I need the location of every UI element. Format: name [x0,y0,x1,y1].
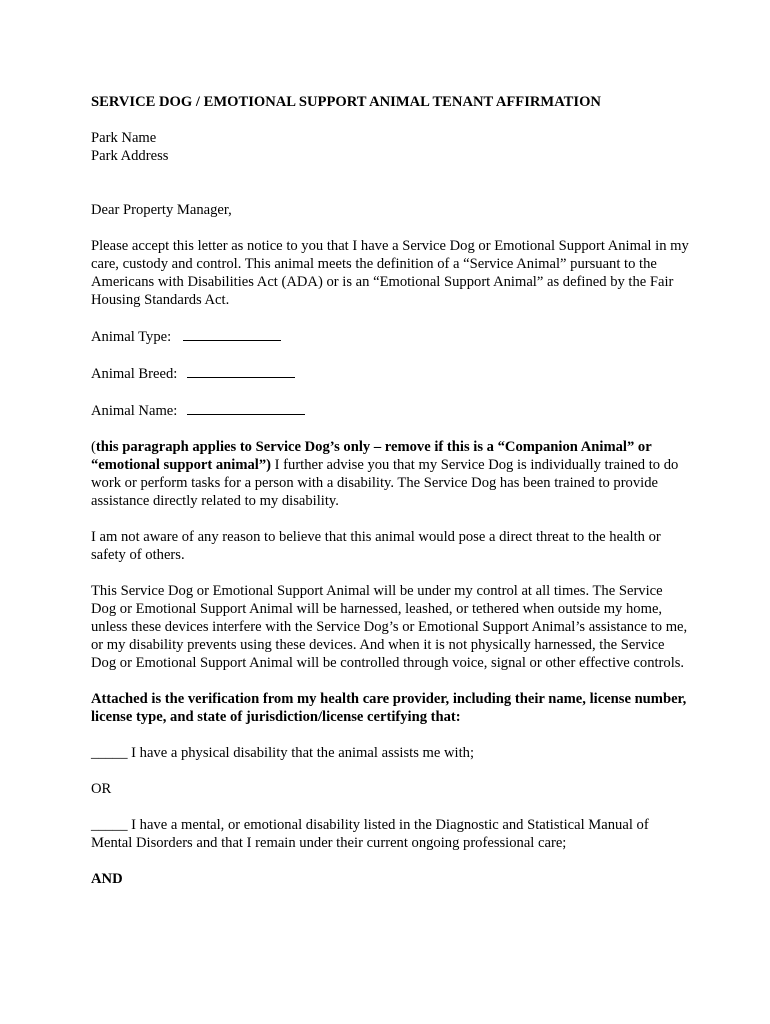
animal-name-label: Animal Name: [91,403,178,419]
notice-paragraph: Please accept this letter as notice to you that I have a Service Dog or Emotional Support Animal in my care, custody and control. This animal meets the definition of a “Service Animal” pursuant to the Americans with Disabilities Act (ADA) or is an “Emotional Support Animal” as defined by the Fair Housing Standards Act. [91,238,689,308]
service-dog-paragraph [91,438,691,510]
and-separator: AND [91,871,123,887]
animal-breed-blank [187,364,295,378]
animal-breed-label: Animal Breed: [91,366,178,382]
park-name: Park Name [91,130,157,146]
service-dog-note: this paragraph applies to Service Dog’s only – remove if this is a “Companion Animal” or “emotional support animal”) [91,439,652,473]
or-separator: OR [91,781,112,797]
animal-type-blank [183,327,281,341]
salutation: Dear Property Manager, [91,202,232,218]
document-title: SERVICE DOG / EMOTIONAL SUPPORT ANIMAL TENANT AFFIRMATION [91,94,601,110]
verification-heading: Attached is the verification from my health care provider, including their name, license number, license type, and state of jurisdiction/license certifying that: [91,691,687,725]
animal-type-label: Animal Type: [91,329,172,345]
document-page [91,93,691,888]
threat-paragraph: I am not aware of any reason to believe that this animal would pose a direct threat to the health or safety of others. [91,529,661,563]
animal-name-blank [187,401,305,415]
animal-type-field [91,327,691,346]
service-dog-open-paren: ( [91,439,96,455]
service-dog-body: I further advise you that my Service Dog is individually trained to do work or perform tasks for a person with a disability. The Service Dog has been trained to provide assistance directly related to my disability. [91,457,679,509]
animal-name-field [91,401,691,420]
park-address: Park Address [91,148,169,164]
control-paragraph: This Service Dog or Emotional Support Animal will be under my control at all times. The Service Dog or Emotional Support Animal will be harnessed, leashed, or tethered when outside my home, unless these devices interfere with the Service Dog’s or Emotional Support Animal’s assistance to me, or my disability prevents using these devices. And when it is not physically harnessed, the Service Dog or Emotional Support Animal will be controlled through voice, signal or other effective controls. [91,583,688,671]
park-info [91,129,691,165]
option-physical-disability: _____ I have a physical disability that the animal assists me with; [91,745,475,761]
option-mental-disability: _____ I have a mental, or emotional disability listed in the Diagnostic and Statistical Manual of Mental Disorders and that I remain under their current ongoing professional care; [91,817,649,851]
animal-breed-field [91,364,691,383]
